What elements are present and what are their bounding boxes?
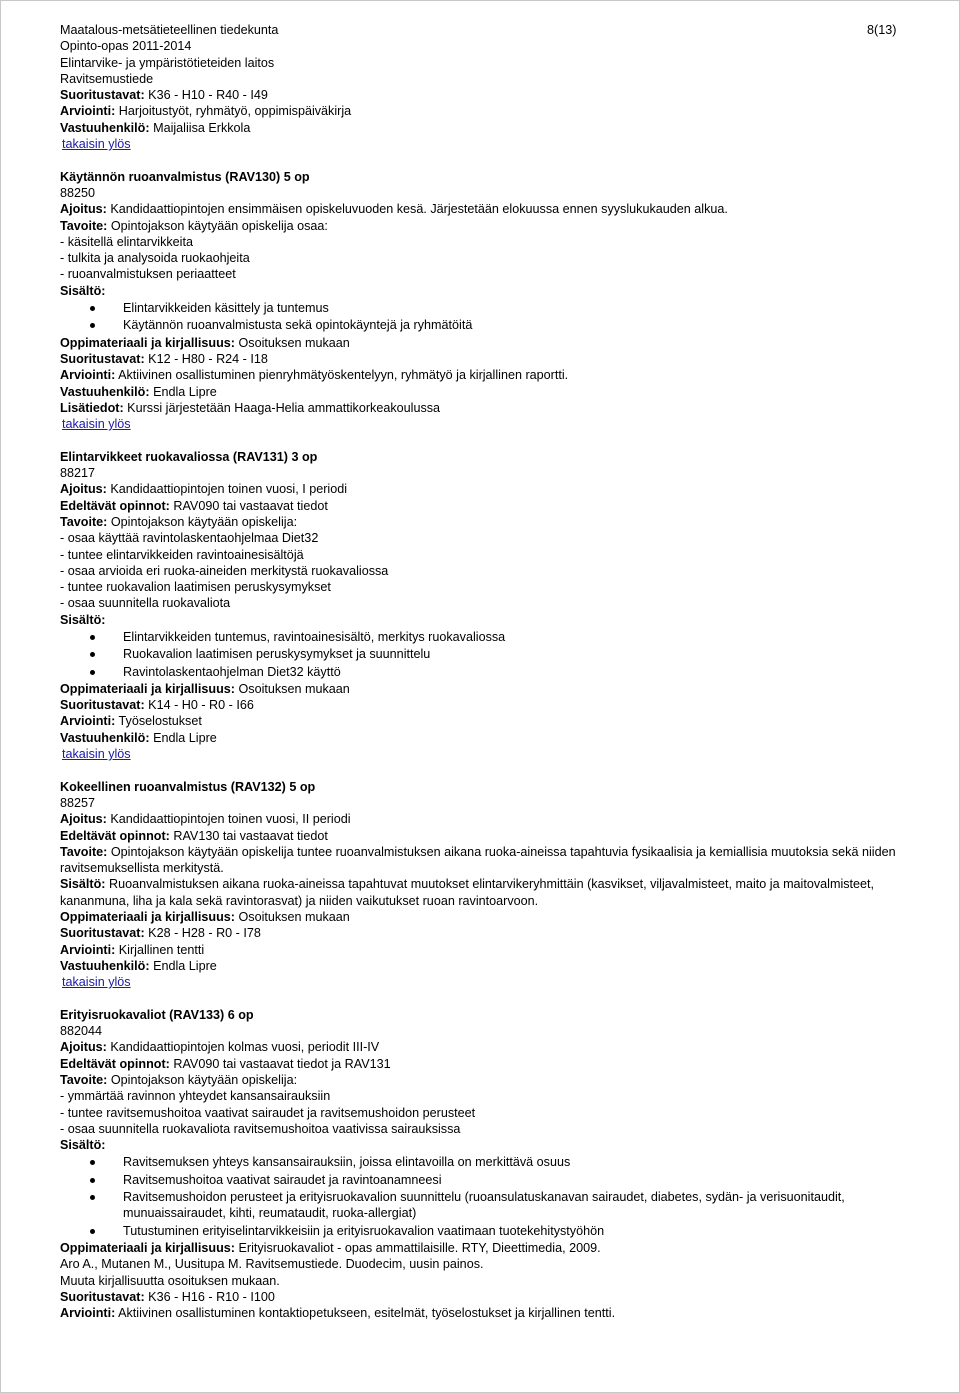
tavoite-item: - osaa suunnitella ruokavaliota ravitsemushoitoa vaativissa sairauksissa bbox=[60, 1121, 461, 1136]
field-label: Suoritustavat: bbox=[60, 88, 145, 103]
edeltavat-line bbox=[60, 1056, 908, 1072]
sisalto-list bbox=[60, 300, 908, 334]
field-value: Opintojakson käytyään opiskelija: bbox=[107, 1073, 298, 1087]
ajoitus-line bbox=[60, 1039, 908, 1055]
arviointi-line bbox=[60, 103, 908, 119]
page-number: 8(13) bbox=[867, 23, 897, 37]
field-label: Tavoite: bbox=[60, 514, 108, 529]
field-label: Edeltävät opinnot: bbox=[60, 828, 170, 843]
course-title: Kokeellinen ruoanvalmistus (RAV132) 5 op bbox=[60, 779, 316, 794]
back-to-top-link[interactable]: takaisin ylös bbox=[62, 417, 131, 432]
header-line: Ravitsemustiede bbox=[60, 71, 154, 86]
course-rav133 bbox=[60, 1007, 908, 1322]
field-label: Tavoite: bbox=[60, 218, 108, 233]
literature-line: Muuta kirjallisuutta osoituksen mukaan. bbox=[60, 1273, 280, 1288]
field-label: Suoritustavat: bbox=[60, 351, 145, 366]
list-item: Elintarvikkeiden käsittely ja tuntemus bbox=[60, 300, 908, 316]
field-label: Arviointi: bbox=[60, 368, 116, 383]
field-label: Vastuuhenkilö: bbox=[60, 958, 150, 973]
vastuuhenkilo-line bbox=[60, 120, 908, 136]
field-label: Oppimateriaali ja kirjallisuus: bbox=[60, 335, 235, 350]
field-label: Suoritustavat: bbox=[60, 698, 145, 713]
field-label: Oppimateriaali ja kirjallisuus: bbox=[60, 1240, 235, 1255]
tavoite-item: - tuntee ravitsemushoitoa vaativat sairaudet ja ravitsemushoidon perusteet bbox=[60, 1105, 476, 1120]
field-label: Arviointi: bbox=[60, 942, 116, 957]
field-label: Sisältö: bbox=[60, 877, 106, 892]
oppimateriaali-line bbox=[60, 1240, 908, 1256]
sisalto-list bbox=[60, 1154, 908, 1238]
list-item: Ravitsemushoidon perusteet ja erityisruokavalion suunnittelu (ruoansulatuskanavan sairaudet, diabetes, sydän- ja verisuonitaudit, munuaissairaudet, kihti, reumataudit, ruoka-allergiat) bbox=[60, 1189, 908, 1222]
field-value: Erityisruokavaliot - opas ammattilaisille. RTY, Dieettimedia, 2009. bbox=[234, 1240, 601, 1255]
field-label: Tavoite: bbox=[60, 844, 108, 859]
field-label: Suoritustavat: bbox=[60, 1289, 145, 1304]
list-item: Ravitsemushoitoa vaativat sairaudet ja ravintoanamneesi bbox=[60, 1172, 908, 1188]
field-value: Kirjallinen tentti bbox=[115, 942, 205, 957]
course-rav132 bbox=[60, 779, 908, 991]
list-item: Tutustuminen erityiselintarvikkeisiin ja erityisruokavalion vaatimaan tuotekehitystyöhön bbox=[60, 1223, 908, 1239]
ajoitus-line bbox=[60, 811, 908, 827]
header-line: Opinto-opas 2011-2014 bbox=[60, 39, 192, 54]
field-value: Kandidaattiopintojen kolmas vuosi, periodit III-IV bbox=[106, 1040, 380, 1055]
sisalto-label: Sisältö: bbox=[60, 1138, 106, 1153]
field-value: K28 - H28 - R0 - I78 bbox=[144, 926, 261, 941]
tavoite-line bbox=[60, 1072, 908, 1088]
field-label: Ajoitus: bbox=[60, 202, 107, 217]
field-label: Vastuuhenkilö: bbox=[60, 384, 150, 399]
course-title: Elintarvikkeet ruokavaliossa (RAV131) 3 op bbox=[60, 449, 318, 464]
edeltavat-line bbox=[60, 828, 908, 844]
oppimateriaali-line bbox=[60, 335, 908, 351]
field-value: K12 - H80 - R24 - I18 bbox=[144, 351, 268, 366]
ajoitus-line bbox=[60, 481, 908, 497]
sisalto-paragraph bbox=[60, 876, 908, 909]
list-item: Elintarvikkeiden tuntemus, ravintoainesisältö, merkitys ruokavaliossa bbox=[60, 629, 908, 645]
list-item: Ravintolaskentaohjelman Diet32 käyttö bbox=[60, 664, 908, 680]
tavoite-paragraph bbox=[60, 844, 908, 877]
field-value: RAV130 tai vastaavat tiedot bbox=[169, 828, 328, 843]
field-label: Ajoitus: bbox=[60, 482, 107, 497]
tavoite-item: - ymmärtää ravinnon yhteydet kansansairauksiin bbox=[60, 1089, 331, 1104]
course-code: 882044 bbox=[60, 1024, 103, 1039]
field-label: Oppimateriaali ja kirjallisuus: bbox=[60, 681, 235, 696]
back-to-top-link[interactable]: takaisin ylös bbox=[62, 137, 131, 152]
list-item: Käytännön ruoanvalmistusta sekä opintokäyntejä ja ryhmätöitä bbox=[60, 317, 908, 333]
tavoite-item: - osaa käyttää ravintolaskentaohjelmaa Diet32 bbox=[60, 531, 319, 546]
field-value: Kandidaattiopintojen ensimmäisen opiskeluvuoden kesä. Järjestetään elokuussa ennen syyslukukauden alkua. bbox=[106, 202, 728, 217]
tavoite-item: - tulkita ja analysoida ruokaohjeita bbox=[60, 251, 250, 266]
tavoite-item: - tuntee elintarvikkeiden ravintoainesisältöjä bbox=[60, 547, 304, 562]
literature-line: Aro A., Mutanen M., Uusitupa M. Ravitsemustiede. Duodecim, uusin painos. bbox=[60, 1257, 484, 1272]
header-line: Elintarvike- ja ympäristötieteiden laitos bbox=[60, 55, 275, 70]
field-label: Suoritustavat: bbox=[60, 926, 145, 941]
arviointi-line bbox=[60, 713, 908, 729]
tavoite-line bbox=[60, 514, 908, 530]
field-value: Ruoanvalmistuksen aikana ruoka-aineissa tapahtuvat muutokset elintarvikeryhmittäin (kasvikset, viljavalmisteet, maito ja maitovalmisteet, kananmuna, liha ja kala sekä ravintorasvat) ja niiden vaikutukset ruoan ravintoarvoon. bbox=[60, 877, 875, 908]
suoritustavat-line bbox=[60, 351, 908, 367]
course-code: 88217 bbox=[60, 466, 96, 481]
course-title: Erityisruokavaliot (RAV133) 6 op bbox=[60, 1007, 254, 1022]
field-label: Edeltävät opinnot: bbox=[60, 1056, 170, 1071]
field-value: Opintojakson käytyään opiskelija osaa: bbox=[107, 218, 328, 233]
field-label: Oppimateriaali ja kirjallisuus: bbox=[60, 910, 235, 925]
edeltavat-line bbox=[60, 498, 908, 514]
tavoite-item: - ruoanvalmistuksen periaatteet bbox=[60, 267, 236, 282]
document-content bbox=[60, 22, 908, 1321]
course-title: Käytännön ruoanvalmistus (RAV130) 5 op bbox=[60, 169, 310, 184]
field-value: Endla Lipre bbox=[149, 730, 217, 745]
field-value: Opintojakson käytyään opiskelija tuntee ruoanvalmistuksen aikana ruoka-aineissa tapahtuvia fysikaalisia ja kemiallisia muutoksia sekä niiden ravitsemuksellista merkitystä. bbox=[60, 844, 896, 876]
lisatiedot-line bbox=[60, 400, 908, 416]
tavoite-item: - osaa arvioida eri ruoka-aineiden merkitystä ruokavaliossa bbox=[60, 563, 389, 578]
vastuuhenkilo-line bbox=[60, 958, 908, 974]
suoritustavat-line bbox=[60, 1289, 908, 1305]
field-label: Arviointi: bbox=[60, 1306, 116, 1321]
field-value: Kandidaattiopintojen toinen vuosi, I periodi bbox=[106, 482, 348, 497]
field-value: RAV090 tai vastaavat tiedot ja RAV131 bbox=[169, 1056, 391, 1071]
field-label: Vastuuhenkilö: bbox=[60, 120, 150, 135]
suoritustavat-line bbox=[60, 925, 908, 941]
field-label: Tavoite: bbox=[60, 1073, 108, 1087]
course-rav131 bbox=[60, 449, 908, 763]
field-label: Lisätiedot: bbox=[60, 400, 124, 415]
sisalto-label: Sisältö: bbox=[60, 283, 106, 298]
field-value: Opintojakson käytyään opiskelija: bbox=[107, 514, 298, 529]
field-value: K36 - H10 - R40 - I49 bbox=[144, 88, 268, 103]
tavoite-item: - tuntee ruokavalion laatimisen peruskysymykset bbox=[60, 580, 331, 595]
field-label: Arviointi: bbox=[60, 104, 116, 119]
field-value: Maijaliisa Erkkola bbox=[149, 120, 251, 135]
suoritustavat-line bbox=[60, 87, 908, 103]
arviointi-line bbox=[60, 367, 908, 383]
course-rav130 bbox=[60, 169, 908, 433]
vastuuhenkilo-line bbox=[60, 730, 908, 746]
arviointi-line bbox=[60, 942, 908, 958]
field-value: Kandidaattiopintojen toinen vuosi, II periodi bbox=[106, 812, 351, 827]
back-to-top-link[interactable]: takaisin ylös bbox=[62, 975, 131, 990]
header-line: Maatalous-metsätieteellinen tiedekunta bbox=[60, 23, 279, 37]
field-value: Osoituksen mukaan bbox=[234, 335, 350, 350]
field-value: RAV090 tai vastaavat tiedot bbox=[169, 498, 328, 513]
field-label: Edeltävät opinnot: bbox=[60, 498, 170, 513]
back-to-top-link[interactable]: takaisin ylös bbox=[62, 747, 131, 762]
tavoite-item: - käsitellä elintarvikkeita bbox=[60, 234, 193, 249]
course-code: 88250 bbox=[60, 185, 96, 200]
field-value: Aktiivinen osallistuminen kontaktiopetukseen, esitelmät, työselostukset ja kirjallinen tentti. bbox=[115, 1306, 616, 1321]
field-value: K36 - H16 - R10 - I100 bbox=[144, 1289, 275, 1304]
ajoitus-line bbox=[60, 201, 908, 217]
faculty-header bbox=[60, 22, 908, 152]
field-label: Vastuuhenkilö: bbox=[60, 730, 150, 745]
arviointi-line bbox=[60, 1305, 908, 1321]
field-value: K14 - H0 - R0 - I66 bbox=[144, 698, 254, 713]
field-value: Osoituksen mukaan bbox=[234, 910, 350, 925]
list-item: Ravitsemuksen yhteys kansansairauksiin, joissa elintavoilla on merkittävä osuus bbox=[60, 1154, 908, 1170]
field-label: Ajoitus: bbox=[60, 1040, 107, 1055]
field-value: Aktiivinen osallistuminen pienryhmätyöskentelyyn, ryhmätyö ja kirjallinen raportti. bbox=[115, 368, 569, 383]
suoritustavat-line bbox=[60, 697, 908, 713]
field-label: Ajoitus: bbox=[60, 812, 107, 827]
field-value: Osoituksen mukaan bbox=[234, 681, 350, 696]
field-value: Kurssi järjestetään Haaga-Helia ammattikorkeakoulussa bbox=[123, 400, 441, 415]
list-item: Ruokavalion laatimisen peruskysymykset ja suunnittelu bbox=[60, 646, 908, 662]
tavoite-item: - osaa suunnitella ruokavaliota bbox=[60, 596, 231, 611]
sisalto-list bbox=[60, 629, 908, 680]
oppimateriaali-line bbox=[60, 681, 908, 697]
field-value: Endla Lipre bbox=[149, 384, 217, 399]
field-value: Työselostukset bbox=[115, 714, 202, 729]
tavoite-line bbox=[60, 218, 908, 234]
course-code: 88257 bbox=[60, 795, 96, 810]
field-label: Arviointi: bbox=[60, 714, 116, 729]
vastuuhenkilo-line bbox=[60, 384, 908, 400]
field-value: Endla Lipre bbox=[149, 958, 217, 973]
field-value: Harjoitustyöt, ryhmätyö, oppimispäiväkirja bbox=[115, 104, 352, 119]
sisalto-label: Sisältö: bbox=[60, 612, 106, 627]
oppimateriaali-line bbox=[60, 909, 908, 925]
